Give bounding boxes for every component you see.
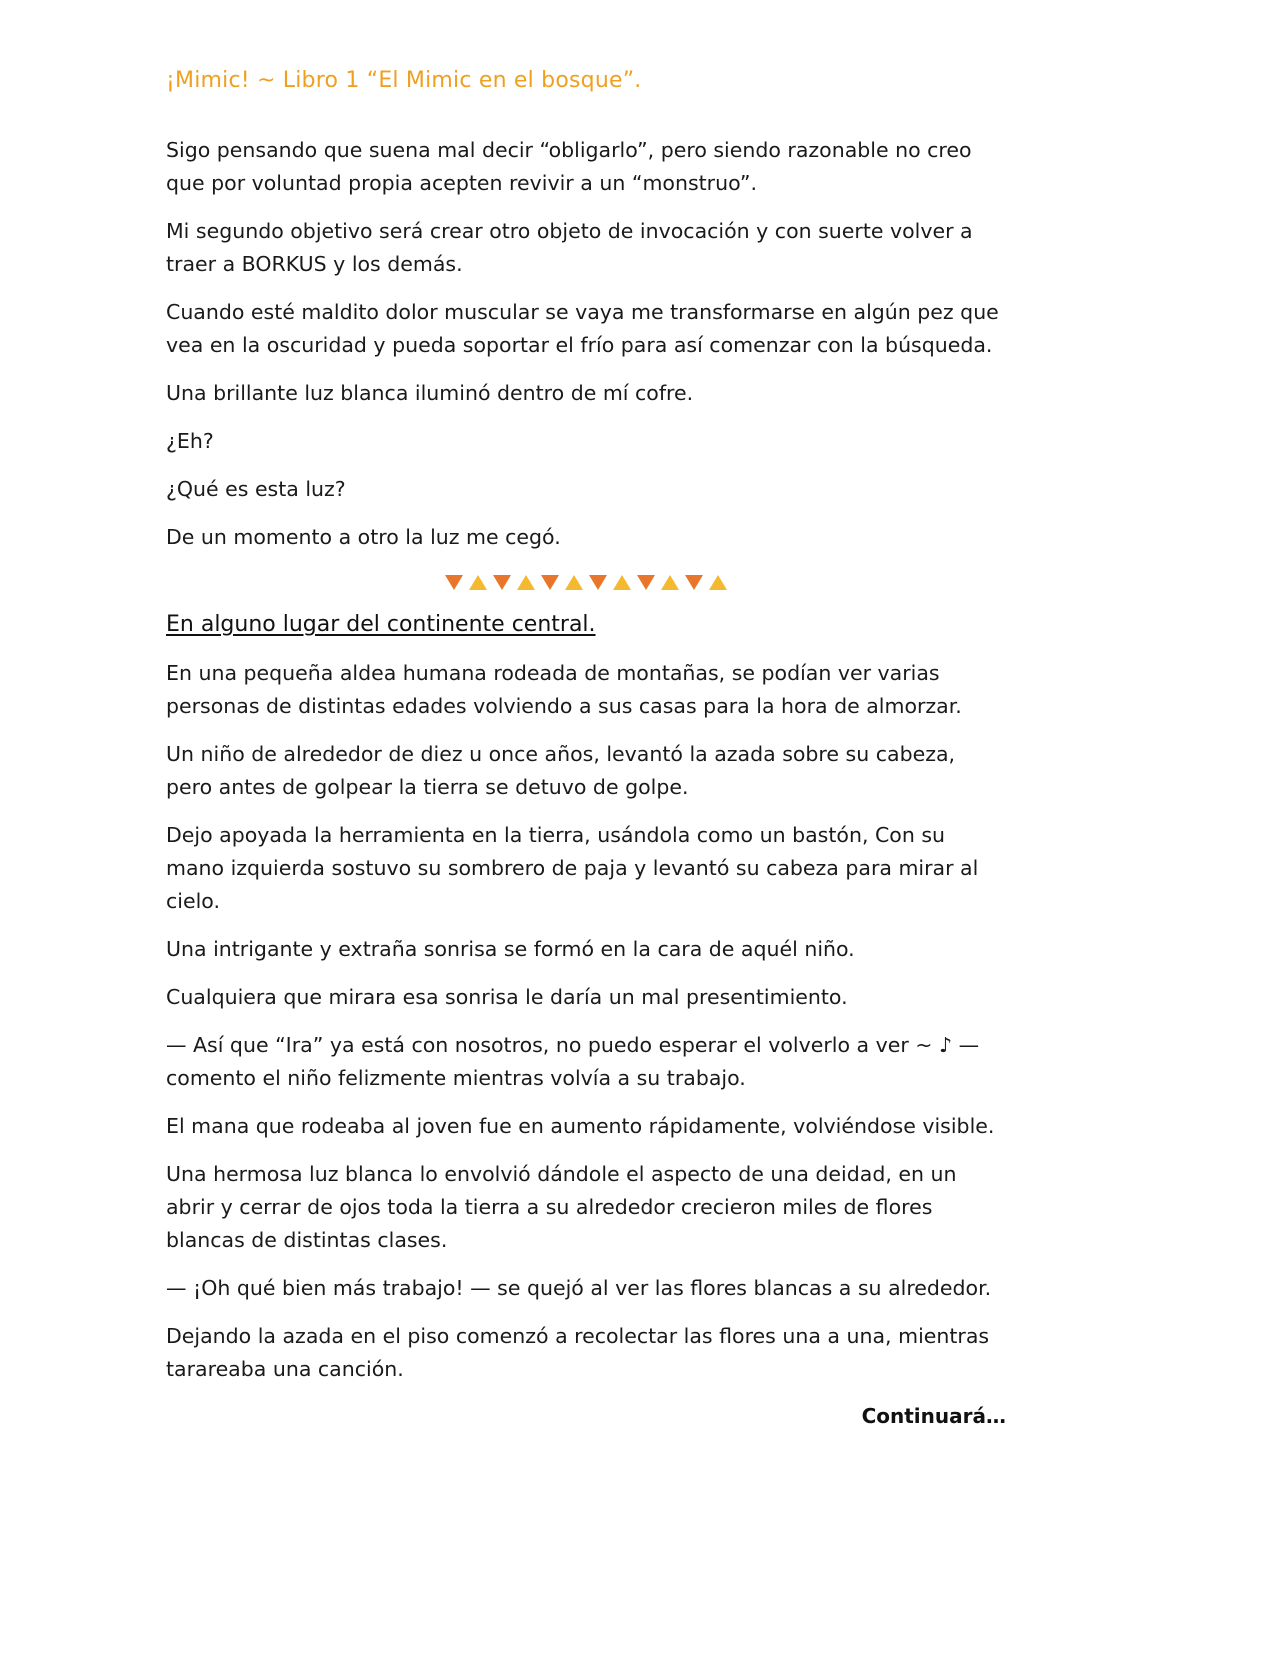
paragraph: Dejo apoyada la herramienta en la tierra, usándola como un bastón, Con su mano izquierda sostuvo su sombrero de paja y levantó su cabeza para mirar al cielo.: [166, 823, 979, 913]
section-heading: En alguno lugar del continente central.: [166, 612, 596, 637]
triangle-ornament-icon: [661, 575, 679, 590]
triangle-ornament-icon: [685, 575, 703, 590]
triangle-ornament-icon: [613, 575, 631, 590]
paragraphs-part1: [166, 134, 1006, 554]
paragraph: De un momento a otro la luz me cegó.: [166, 525, 561, 549]
paragraph: — Así que “Ira” ya está con nosotros, no puedo esperar el volverlo a ver ~ ♪ — comento el niño felizmente mientras volvía a su trabajo.: [166, 1033, 980, 1090]
paragraph: Mi segundo objetivo será crear otro objeto de invocación y con suerte volver a traer a BORKUS y los demás.: [166, 219, 973, 276]
triangle-ornament-icon: [493, 575, 511, 590]
triangle-ornament-icon: [445, 575, 463, 590]
triangle-ornament-icon: [469, 575, 487, 590]
paragraph: Una brillante luz blanca iluminó dentro de mí cofre.: [166, 381, 694, 405]
triangle-ornament-icon: [517, 575, 535, 590]
paragraph: Dejando la azada en el piso comenzó a recolectar las flores una a una, mientras tarareaba una canción.: [166, 1324, 990, 1381]
paragraph: En una pequeña aldea humana rodeada de montañas, se podían ver varias personas de distintas edades volviendo a sus casas para la hora de almorzar.: [166, 661, 962, 718]
book-title: ¡Mimic! ~ Libro 1 “El Mimic en el bosque”.: [166, 68, 642, 93]
paragraph: El mana que rodeaba al joven fue en aumento rápidamente, volviéndose visible.: [166, 1114, 995, 1138]
paragraph: Cualquiera que mirara esa sonrisa le daría un mal presentimiento.: [166, 985, 848, 1009]
paragraph: Una hermosa luz blanca lo envolvió dándole el aspecto de una deidad, en un abrir y cerrar de ojos toda la tierra a su alrededor crecieron miles de flores blancas de distintas clases.: [166, 1162, 957, 1252]
paragraph: ¿Qué es esta luz?: [166, 477, 346, 501]
paragraph: Cuando esté maldito dolor muscular se vaya me transformarse en algún pez que vea en la oscuridad y pueda soportar el frío para así comenzar con la búsqueda.: [166, 300, 999, 357]
document-page: [166, 66, 1006, 1431]
continue-label: Continuará…: [861, 1404, 1006, 1428]
triangle-ornament-icon: [709, 575, 727, 590]
paragraph: Una intrigante y extraña sonrisa se formó en la cara de aquél niño.: [166, 937, 855, 961]
paragraphs-part2: [166, 657, 1006, 1386]
paragraph: Sigo pensando que suena mal decir “obligarlo”, pero siendo razonable no creo que por voluntad propia acepten revivir a un “monstruo”.: [166, 138, 972, 195]
triangle-ornament-icon: [565, 575, 583, 590]
triangle-ornament-icon: [589, 575, 607, 590]
triangle-ornament-icon: [541, 575, 559, 590]
triangle-ornament-icon: [637, 575, 655, 590]
paragraph: Un niño de alrededor de diez u once años, levantó la azada sobre su cabeza, pero antes de golpear la tierra se detuvo de golpe.: [166, 742, 956, 799]
triangle-divider: [166, 569, 1006, 595]
paragraph: — ¡Oh qué bien más trabajo! — se quejó al ver las flores blancas a su alrededor.: [166, 1276, 992, 1300]
paragraph: ¿Eh?: [166, 429, 214, 453]
